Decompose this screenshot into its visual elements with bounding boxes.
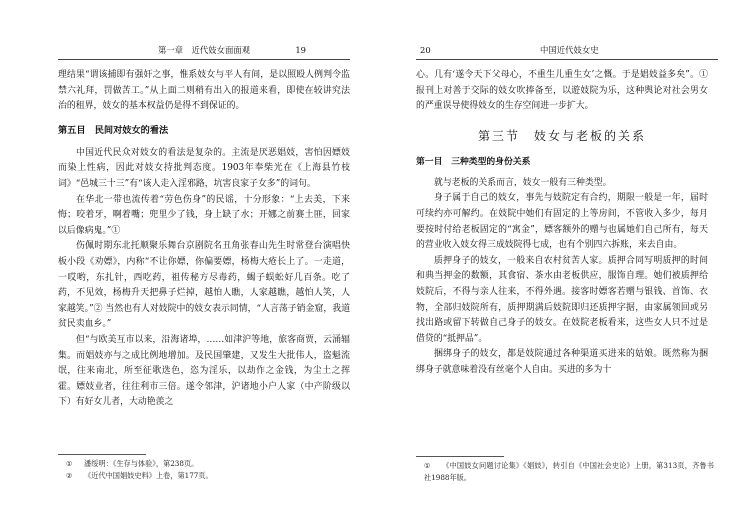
footnote-mark: ①: [66, 459, 73, 468]
footnote: [424, 460, 714, 484]
footnote: [66, 470, 336, 482]
paragraph: 就与老板的关系而言，妓女一般有三种类型。: [434, 177, 612, 188]
paragraph: 理结果“谓该捕即有强奸之事，惟系妓女与平人有间，是以照殴人例判令监禁六礼拜，罚做苦工。”从上面二则稍有出入的报道来看，即使在较讲究法治的租界，妓女的基本权益仍是得不到保证的。: [58, 70, 350, 112]
footnote-text: 《近代中国娼妓史料》上卷，第177页。: [84, 471, 213, 480]
paragraph: 中国近代民众对妓女的看法是复杂的。主流是厌恶娼妓，害怕因嫖妓而染上性病，因此对妓女持批判态度。1903年奉柴光在《上海县竹枝词》“邑城三十三”有“该人走入淫邪路，坑害良家子女多”的词句。: [58, 147, 350, 189]
left-footnotes: [66, 458, 336, 482]
page-number-right: 20: [420, 45, 431, 55]
footnote-rule: [58, 454, 146, 455]
right-footnotes: [424, 460, 714, 484]
footnote-text: 潘绥明：《生存与体验》，第238页。: [84, 459, 199, 468]
page-number-left: 19: [295, 45, 306, 55]
header-rule: [416, 59, 718, 60]
paragraph: 心。几有‘遂令天下父母心，不重生儿重生女’之慨。于是娼妓益多矣”。① 报刊上对善于交际的妓女吹捧备至，以遊妓院为乐，这种舆论对社会男女的严重误导使得妓女的生存空间进一步扩大。: [416, 70, 708, 112]
paragraph: 伤佩时期东北托顺聚乐舞台京剧院名丑角张春山先生时常登台演唱快板小段《劝嫖》，内称“不让你嫖，你偏要嫖，杨梅大疮长上了。一走道，一哎哟，东扎针，西吃药，祖传秘方尽毒药，蝎子蜈蚣好几百条。吃了药，不见效，杨梅升天把鼻子烂掉，越怕人瞧，人家越瞧，越怕人笑，人家越笑。”② 当然也有人对妓院中的妓女表示同情，“人言荡子销金窟，我道贫民卖血乡。”: [58, 241, 350, 330]
left-page-body: [58, 68, 350, 411]
subheading: 第一目 三种类型的身份关系: [416, 156, 531, 167]
header-rule: [58, 59, 350, 60]
footnote-mark: ②: [66, 471, 73, 480]
paragraph: 在华北一带也流传着“劳色伤身”的民谣，十分形象：“上去美，下来悔；咬着牙，啊着嘴；兜里少了钱，身上缺了水；开娜之前赛土匪，回家以后像病鬼。”①: [58, 194, 350, 236]
section-title: 第三节 妓女与老板的关系: [477, 128, 646, 143]
paragraph: 质押身子的妓女，一般来自农村贫苦人家。质押合同写明质押的时间和典当押金的数额，其食宿、茶水由老板供应，服饰自理。她们被质押给妓院后，不得与亲人往来，不得外遇。接客时嫖客若赠与银钱、首饰、衣物，全部归妓院所有，质押期满后妓院即归还质押字据，由家属领回或另找出路或留下转做自己身子的妓女。在妓院老板看来，这些女人只不过是借贷的“抵押品”。: [416, 255, 708, 344]
footnote-rule: [416, 456, 504, 457]
footnote-text: 《中国妓女问题讨论集》《娼妓》，转引自《中国社会史论》上册，第313页，齐鲁书社1988年版。: [424, 461, 714, 482]
paragraph: 但“与欧美互市以来，沿海诸埠，……如津沪等地，旅客商贾，云涌辐集。而娼妓亦与之成比例地增加。及民国肇建，又发生大批伟人，盗魁流氓，往来南北，所至征歌选色，恣为淫乐，以劫作之金钱，为尘土之挥霍。嫖妓业者，往往利市三倍。遂令邻津，沪诸地小户人家（中产阶级以下）有好女儿者，大动艳羡之: [58, 334, 350, 408]
paragraph: 捆绑身子的妓女，都是妓院通过各种渠道买进来的姑娘。既然称为捆绑身子就意味着没有丝毫个人自由。买进的多为十: [416, 349, 708, 375]
right-page-body: [416, 68, 708, 379]
footnote: [66, 458, 336, 470]
paragraph: 身子属于自己的妓女，事先与妓院定有合约，期限一般是一年，届时可续约亦可解约。在妓院中她们有固定的上等房间，不管收入多少，每月要按时付给老板固定的“寓金”，嫖客额外的赠与也属她们自己所有，每天的营业收入妓女得三成妓院得七成，也有个别四六拆账，来去自由。: [416, 193, 708, 251]
footnote-mark: ①: [424, 461, 431, 470]
book-title: 中国近代妓女史: [540, 45, 599, 55]
right-page: [378, 0, 756, 526]
section-heading: 第五目 民间对妓女的看法: [58, 124, 169, 136]
chapter-title: 第一章 近代妓女面面观: [158, 45, 251, 55]
